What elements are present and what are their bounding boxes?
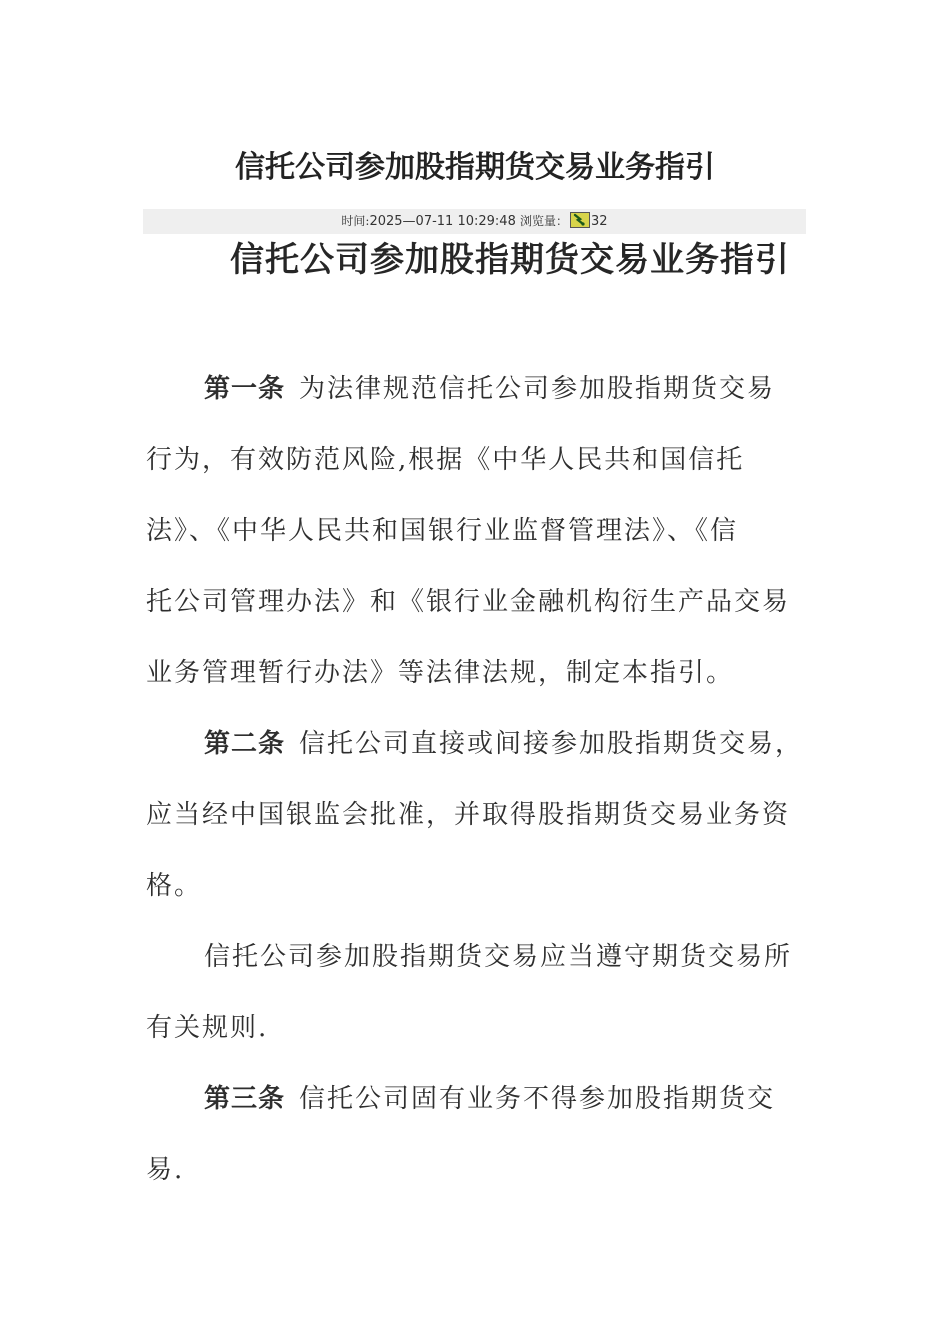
views-count: 32	[591, 214, 608, 229]
article-text: 格。	[146, 871, 203, 901]
article-text: 为法律规范信托公司参加股指期货交易	[299, 374, 776, 404]
page-title: 信托公司参加股指期货交易业务指引	[235, 150, 715, 185]
article-3	[146, 1064, 806, 1206]
views-label: 浏览量：	[520, 214, 569, 228]
article-label: 第一条	[204, 374, 286, 404]
article-text: 行为，有效防范风险,根据《中华人民共和国信托	[146, 445, 745, 475]
article-label: 第三条	[204, 1084, 286, 1114]
meta-bar	[143, 209, 806, 234]
article-text: 托公司管理办法》和《银行业金融机构衍生产品交易	[146, 587, 791, 617]
time-label: 时间:	[341, 214, 370, 228]
article-text: 法》、《中华人民共和国银行业监督管理法》、《信	[146, 516, 739, 546]
article-text: 有关规则.	[146, 1013, 269, 1043]
page-views-icon	[570, 212, 590, 228]
article-text: 易.	[146, 1155, 185, 1185]
article-label: 第二条	[204, 729, 286, 759]
article-text: 应当经中国银监会批准，并取得股指期货交易业务资	[146, 800, 791, 830]
article-text: 信托公司参加股指期货交易应当遵守期货交易所	[204, 942, 793, 972]
article-text: 信托公司固有业务不得参加股指期货交	[299, 1084, 776, 1114]
article-2	[146, 709, 806, 922]
article-2-paragraph	[146, 922, 806, 1064]
document-heading: 信托公司参加股指期货交易业务指引	[230, 240, 790, 280]
document-body	[146, 354, 806, 1206]
article-1	[146, 354, 806, 709]
article-text: 业务管理暂行办法》等法律法规，制定本指引。	[146, 658, 735, 688]
article-text: 信托公司直接或间接参加股指期货交易，	[299, 729, 804, 759]
time-value: 2025—07-11 10:29:48	[369, 214, 516, 229]
